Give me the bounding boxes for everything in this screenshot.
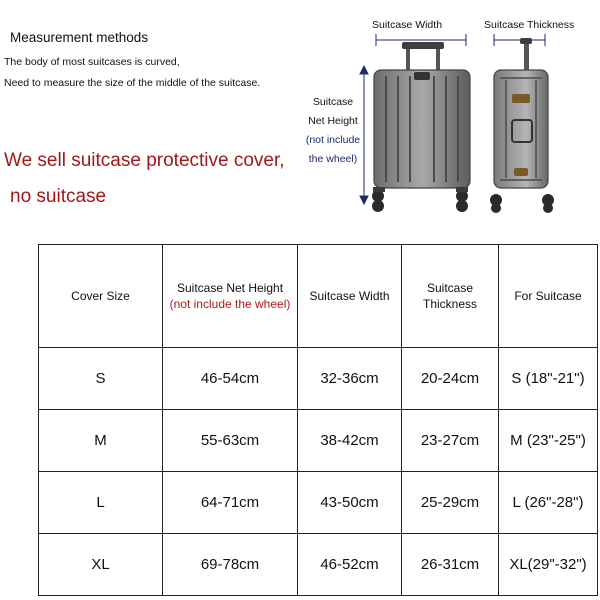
- suitcase-side-icon: [490, 38, 554, 213]
- net-height-line4: the wheel): [308, 153, 358, 165]
- table-row: [39, 472, 598, 534]
- cell-size: XL: [39, 534, 163, 596]
- cell-width: 32-36cm: [298, 348, 402, 410]
- cell-size: S: [39, 348, 163, 410]
- cell-for-suitcase: XL(29"-32"): [499, 534, 598, 596]
- table-row: [39, 534, 598, 596]
- suitcase-front-icon: [372, 42, 470, 212]
- header-width: Suitcase Width: [298, 245, 402, 348]
- cell-thickness: 20-24cm: [402, 348, 499, 410]
- table-row: [39, 348, 598, 410]
- cell-width: 38-42cm: [298, 410, 402, 472]
- thickness-measure-line: [494, 34, 545, 46]
- cell-height: 64-71cm: [163, 472, 298, 534]
- promo-line1: We sell suitcase protective cover,: [4, 150, 285, 171]
- cell-for-suitcase: M (23"-25"): [499, 410, 598, 472]
- net-height-line2: Net Height: [308, 115, 358, 127]
- cell-size: L: [39, 472, 163, 534]
- header-for-suitcase: For Suitcase: [499, 245, 598, 348]
- measurement-note-line2: Need to measure the size of the middle of the suitcase.: [4, 77, 261, 89]
- cell-for-suitcase: S (18"-21"): [499, 348, 598, 410]
- cell-size: M: [39, 410, 163, 472]
- cell-width: 43-50cm: [298, 472, 402, 534]
- net-height-line1: Suitcase: [312, 96, 354, 108]
- header-thickness: Suitcase Thickness: [402, 245, 499, 348]
- cell-thickness: 26-31cm: [402, 534, 499, 596]
- measurement-note-line1: The body of most suitcases is curved,: [4, 56, 180, 68]
- measurement-title: Measurement methods: [10, 30, 149, 45]
- suitcase-thickness-label: Suitcase Thickness: [484, 19, 575, 31]
- header-net-height: Suitcase Net Height (not include the wheel): [163, 245, 298, 348]
- net-height-label: [300, 93, 366, 169]
- header-cover-size: Cover Size: [39, 245, 163, 348]
- cell-width: 46-52cm: [298, 534, 402, 596]
- cell-height: 46-54cm: [163, 348, 298, 410]
- cell-height: 55-63cm: [163, 410, 298, 472]
- cell-for-suitcase: L (26"-28"): [499, 472, 598, 534]
- suitcase-width-label: Suitcase Width: [372, 19, 443, 31]
- cell-thickness: 23-27cm: [402, 410, 499, 472]
- table-header-row: [39, 245, 598, 348]
- cell-height: 69-78cm: [163, 534, 298, 596]
- net-height-line3: (not include: [305, 134, 361, 146]
- promo-line2: no suitcase: [10, 186, 107, 207]
- table-row: [39, 410, 598, 472]
- cell-thickness: 25-29cm: [402, 472, 499, 534]
- size-table: [38, 244, 598, 596]
